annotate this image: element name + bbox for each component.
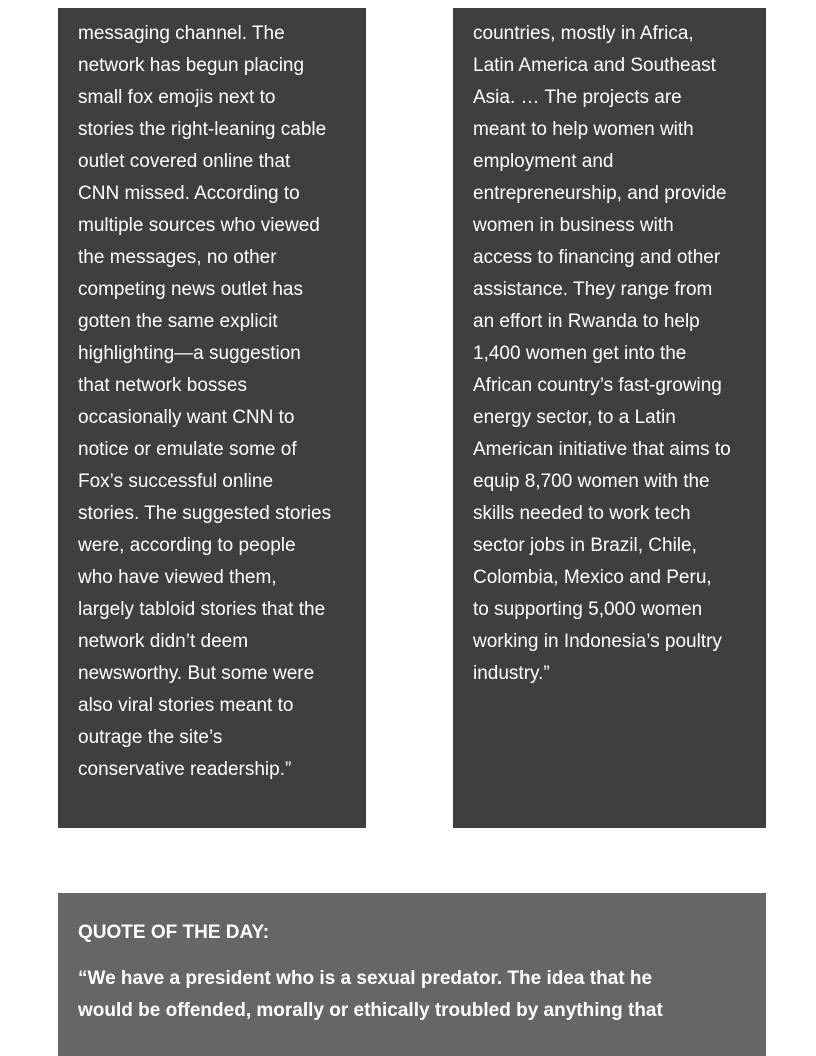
text-line: skills needed to work tech <box>473 503 691 524</box>
text-line: also viral stories meant to <box>78 695 294 716</box>
text-line: sector jobs in Brazil, Chile, <box>473 535 697 556</box>
text-line: countries, mostly in Africa, <box>473 23 694 44</box>
text-line: CNN missed. According to <box>78 183 300 204</box>
text-line: small fox emojis next to <box>78 87 276 108</box>
text-line: stories. The suggested stories <box>78 503 332 524</box>
text-line: gotten the same explicit <box>78 311 278 332</box>
quote-of-the-day-box <box>58 893 766 1056</box>
text-line: industry.” <box>473 663 550 684</box>
text-line: outrage the site’s <box>78 727 223 748</box>
text-line: Asia. … The projects are <box>473 87 682 108</box>
text-line: network didn’t deem <box>78 631 249 652</box>
right-column-text <box>473 18 752 690</box>
right-column <box>453 8 766 828</box>
text-line: outlet covered online that <box>78 151 291 172</box>
text-line: women in business with <box>473 215 674 236</box>
text-line: that network bosses <box>78 375 247 396</box>
text-line: highlighting—a suggestion <box>78 343 301 364</box>
text-line: American initiative that aims to <box>473 439 731 460</box>
text-line: notice or emulate some of <box>78 439 297 460</box>
text-line: equip 8,700 women with the <box>473 471 710 492</box>
text-line: access to financing and other <box>473 247 721 268</box>
text-line: 1,400 women get into the <box>473 343 687 364</box>
text-line: the messages, no other <box>78 247 277 268</box>
left-column-text <box>78 18 352 786</box>
text-line: competing news outlet has <box>78 279 303 300</box>
text-line: conservative readership.” <box>78 759 292 780</box>
text-line: working in Indonesia’s poultry <box>473 631 722 652</box>
text-line: employment and <box>473 151 614 172</box>
text-line: to supporting 5,000 women <box>473 599 703 620</box>
text-line: newsworthy. But some were <box>78 663 315 684</box>
text-line: energy sector, to a Latin <box>473 407 676 428</box>
text-line: largely tabloid stories that the <box>78 599 326 620</box>
quote-line: “We have a president who is a sexual predator. The idea that he <box>78 968 653 989</box>
quote-text <box>78 963 746 1027</box>
text-line: meant to help women with <box>473 119 694 140</box>
text-line: assistance. They range from <box>473 279 713 300</box>
text-line: Latin America and Southeast <box>473 55 716 76</box>
text-line: who have viewed them, <box>78 567 277 588</box>
text-line: African country’s fast-growing <box>473 375 722 396</box>
text-line: stories the right-leaning cable <box>78 119 327 140</box>
text-line: an effort in Rwanda to help <box>473 311 700 332</box>
text-line: occasionally want CNN to <box>78 407 295 428</box>
quote-line: would be offended, morally or ethically troubled by anything that <box>78 1000 663 1021</box>
text-line: Colombia, Mexico and Peru, <box>473 567 712 588</box>
text-line: Fox’s successful online <box>78 471 274 492</box>
text-line: entrepreneurship, and provide <box>473 183 727 204</box>
text-line: network has begun placing <box>78 55 305 76</box>
left-column <box>58 8 366 828</box>
text-line: were, according to people <box>78 535 296 556</box>
quote-heading: QUOTE OF THE DAY: <box>78 922 270 943</box>
text-line: multiple sources who viewed <box>78 215 320 236</box>
text-line: messaging channel. The <box>78 23 285 44</box>
